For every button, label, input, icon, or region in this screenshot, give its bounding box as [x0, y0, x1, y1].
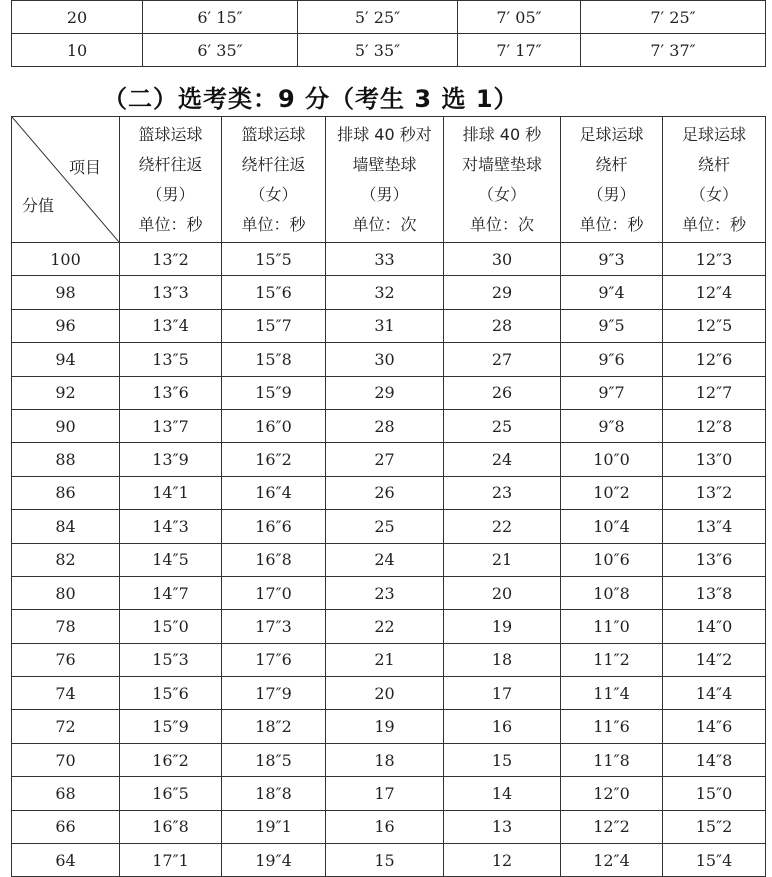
value-cell: 12 [444, 844, 561, 877]
value-cell: 15″6 [222, 276, 326, 309]
value-cell: 12″8 [663, 409, 766, 442]
score-cell: 86 [12, 476, 120, 509]
value-cell: 11″4 [561, 677, 663, 710]
value-cell: 17″9 [222, 677, 326, 710]
value-cell: 19 [444, 610, 561, 643]
table-row [12, 443, 766, 476]
value-cell: 24 [326, 543, 444, 576]
value-cell: 16″5 [120, 777, 222, 810]
value-cell: 12″4 [561, 844, 663, 877]
value-cell: 14″1 [120, 476, 222, 509]
value-cell: 9″5 [561, 309, 663, 342]
value-cell: 19 [326, 710, 444, 743]
corner-header-cell [12, 117, 120, 243]
value-cell: 20 [326, 677, 444, 710]
value-cell: 18″5 [222, 743, 326, 776]
score-cell: 96 [12, 309, 120, 342]
value-cell: 10″6 [561, 543, 663, 576]
value-cell: 18 [326, 743, 444, 776]
value-cell: 14″2 [663, 643, 766, 676]
value-cell: 11″6 [561, 710, 663, 743]
header-line: 对墙壁垫球 [461, 154, 542, 174]
header-line: 排球 40 秒 [462, 124, 542, 144]
table-row [12, 1, 766, 34]
header-line: 单位：次 [352, 214, 417, 234]
value-cell: 26 [326, 476, 444, 509]
value-cell: 12″0 [561, 777, 663, 810]
value-cell: 12″4 [663, 276, 766, 309]
value-cell: 22 [444, 510, 561, 543]
value-cell: 15″5 [222, 243, 326, 276]
value-cell: 17″6 [222, 643, 326, 676]
value-cell: 23 [326, 576, 444, 609]
header-line: 篮球运球 [138, 124, 203, 144]
table-row [12, 777, 766, 810]
value-cell: 20 [444, 576, 561, 609]
value-cell: 15″0 [120, 610, 222, 643]
value-cell: 15″0 [663, 777, 766, 810]
value-cell: 13″8 [663, 576, 766, 609]
value-cell: 10″2 [561, 476, 663, 509]
column-header [444, 117, 561, 243]
value-cell: 13″4 [120, 309, 222, 342]
score-cell: 92 [12, 376, 120, 409]
value-cell: 13″0 [663, 443, 766, 476]
header-line: 墙壁垫球 [352, 154, 417, 174]
header-line: 绕杆 [697, 154, 730, 174]
header-line: 足球运球 [579, 124, 644, 144]
value-cell: 10″4 [561, 510, 663, 543]
value-cell: 25 [326, 510, 444, 543]
value-cell: 10″8 [561, 576, 663, 609]
value-cell: 11″8 [561, 743, 663, 776]
header-line: 单位：秒 [138, 214, 203, 234]
value-cell: 16 [444, 710, 561, 743]
table-row [12, 243, 766, 276]
table-row [12, 510, 766, 543]
value-cell: 9″3 [561, 243, 663, 276]
score-cell: 78 [12, 610, 120, 643]
table-row [12, 743, 766, 776]
header-line: 绕杆 [595, 154, 628, 174]
header-line: 足球运球 [681, 124, 746, 144]
value-cell: 33 [326, 243, 444, 276]
table-row [12, 610, 766, 643]
score-cell: 64 [12, 844, 120, 877]
value-cell: 13″2 [663, 476, 766, 509]
value-cell: 15 [444, 743, 561, 776]
score-cell: 90 [12, 409, 120, 442]
value-cell: 15″8 [222, 343, 326, 376]
value-cell: 15″9 [120, 710, 222, 743]
value-cell: 18″8 [222, 777, 326, 810]
header-line: 绕杆往返 [138, 154, 203, 174]
table-row [12, 710, 766, 743]
value-cell: 13″7 [120, 409, 222, 442]
header-line: 单位：秒 [241, 214, 306, 234]
value-cell: 19″4 [222, 844, 326, 877]
value-cell: 30 [326, 343, 444, 376]
header-line: （男） [146, 184, 195, 204]
score-cell: 66 [12, 810, 120, 843]
value-cell: 27 [444, 343, 561, 376]
value-cell: 11″2 [561, 643, 663, 676]
diagonal-divider [12, 117, 119, 242]
value-cell: 16″8 [120, 810, 222, 843]
value-cell: 16″2 [222, 443, 326, 476]
score-cell: 100 [12, 243, 120, 276]
score-label: 分值 [22, 196, 55, 215]
value-cell: 10″0 [561, 443, 663, 476]
value-cell: 15″6 [120, 677, 222, 710]
value-cell: 15″7 [222, 309, 326, 342]
table-row [12, 810, 766, 843]
value-cell: 16″2 [120, 743, 222, 776]
score-cell: 72 [12, 710, 120, 743]
value-cell: 12″5 [663, 309, 766, 342]
value-cell: 14″5 [120, 543, 222, 576]
value-cell: 6′ 15″ [143, 1, 298, 34]
table-row [12, 276, 766, 309]
value-cell: 17″3 [222, 610, 326, 643]
header-line: 绕杆往返 [241, 154, 306, 174]
value-cell: 32 [326, 276, 444, 309]
score-cell: 70 [12, 743, 120, 776]
upper-score-table [11, 0, 766, 67]
value-cell: 23 [444, 476, 561, 509]
column-header [120, 117, 222, 243]
score-cell: 20 [12, 1, 143, 34]
value-cell: 14″0 [663, 610, 766, 643]
value-cell: 24 [444, 443, 561, 476]
table-row [12, 677, 766, 710]
column-header [326, 117, 444, 243]
value-cell: 18 [444, 643, 561, 676]
value-cell: 19″1 [222, 810, 326, 843]
value-cell: 13″6 [663, 543, 766, 576]
header-line: （女） [477, 184, 526, 204]
table-row [12, 844, 766, 877]
value-cell: 17″1 [120, 844, 222, 877]
value-cell: 28 [326, 409, 444, 442]
header-line: 单位：次 [469, 214, 534, 234]
value-cell: 22 [326, 610, 444, 643]
value-cell: 15″9 [222, 376, 326, 409]
header-line: （女） [249, 184, 298, 204]
value-cell: 30 [444, 243, 561, 276]
value-cell: 9″4 [561, 276, 663, 309]
header-line: （女） [689, 184, 738, 204]
value-cell: 7′ 25″ [581, 1, 766, 34]
score-cell: 82 [12, 543, 120, 576]
value-cell: 12″7 [663, 376, 766, 409]
value-cell: 17 [326, 777, 444, 810]
value-cell: 15″4 [663, 844, 766, 877]
value-cell: 14″7 [120, 576, 222, 609]
value-cell: 6′ 35″ [143, 34, 298, 67]
header-line: （男） [587, 184, 636, 204]
column-header [663, 117, 766, 243]
value-cell: 14″8 [663, 743, 766, 776]
value-cell: 12″6 [663, 343, 766, 376]
score-cell: 94 [12, 343, 120, 376]
score-cell: 74 [12, 677, 120, 710]
value-cell: 13″2 [120, 243, 222, 276]
score-cell: 68 [12, 777, 120, 810]
score-cell: 88 [12, 443, 120, 476]
value-cell: 13″9 [120, 443, 222, 476]
value-cell: 7′ 17″ [458, 34, 581, 67]
elective-score-table [11, 116, 766, 877]
value-cell: 15 [326, 844, 444, 877]
value-cell: 16″6 [222, 510, 326, 543]
header-line: 篮球运球 [241, 124, 306, 144]
value-cell: 27 [326, 443, 444, 476]
value-cell: 28 [444, 309, 561, 342]
value-cell: 18″2 [222, 710, 326, 743]
value-cell: 15″2 [663, 810, 766, 843]
value-cell: 5′ 25″ [298, 1, 458, 34]
column-header [561, 117, 663, 243]
column-header [222, 117, 326, 243]
value-cell: 21 [444, 543, 561, 576]
header-line: （男） [360, 184, 409, 204]
header-line: 单位：秒 [579, 214, 644, 234]
value-cell: 13″5 [120, 343, 222, 376]
value-cell: 16 [326, 810, 444, 843]
value-cell: 13 [444, 810, 561, 843]
table-row [12, 543, 766, 576]
value-cell: 15″3 [120, 643, 222, 676]
value-cell: 16″8 [222, 543, 326, 576]
table-row [12, 376, 766, 409]
value-cell: 14″4 [663, 677, 766, 710]
value-cell: 29 [326, 376, 444, 409]
value-cell: 13″6 [120, 376, 222, 409]
value-cell: 7′ 37″ [581, 34, 766, 67]
score-cell: 84 [12, 510, 120, 543]
value-cell: 9″8 [561, 409, 663, 442]
value-cell: 13″4 [663, 510, 766, 543]
table-row [12, 476, 766, 509]
value-cell: 5′ 35″ [298, 34, 458, 67]
score-cell: 80 [12, 576, 120, 609]
table-row [12, 643, 766, 676]
score-cell: 76 [12, 643, 120, 676]
score-cell: 10 [12, 34, 143, 67]
value-cell: 14″3 [120, 510, 222, 543]
value-cell: 21 [326, 643, 444, 676]
value-cell: 16″4 [222, 476, 326, 509]
header-line: 单位：秒 [681, 214, 746, 234]
value-cell: 25 [444, 409, 561, 442]
value-cell: 9″6 [561, 343, 663, 376]
value-cell: 12″3 [663, 243, 766, 276]
value-cell: 16″0 [222, 409, 326, 442]
table-row [12, 576, 766, 609]
value-cell: 11″0 [561, 610, 663, 643]
value-cell: 17 [444, 677, 561, 710]
value-cell: 26 [444, 376, 561, 409]
table-row [12, 409, 766, 442]
value-cell: 13″3 [120, 276, 222, 309]
header-row [12, 117, 766, 243]
value-cell: 29 [444, 276, 561, 309]
section-title: （二）选考类：9 分（考生 3 选 1） [103, 85, 519, 113]
value-cell: 7′ 05″ [458, 1, 581, 34]
value-cell: 17″0 [222, 576, 326, 609]
value-cell: 14 [444, 777, 561, 810]
item-label: 项目 [68, 158, 101, 177]
value-cell: 9″7 [561, 376, 663, 409]
score-cell: 98 [12, 276, 120, 309]
header-line: 排球 40 秒对 [337, 124, 432, 144]
value-cell: 31 [326, 309, 444, 342]
value-cell: 14″6 [663, 710, 766, 743]
table-row [12, 34, 766, 67]
table-row [12, 309, 766, 342]
value-cell: 12″2 [561, 810, 663, 843]
table-row [12, 343, 766, 376]
